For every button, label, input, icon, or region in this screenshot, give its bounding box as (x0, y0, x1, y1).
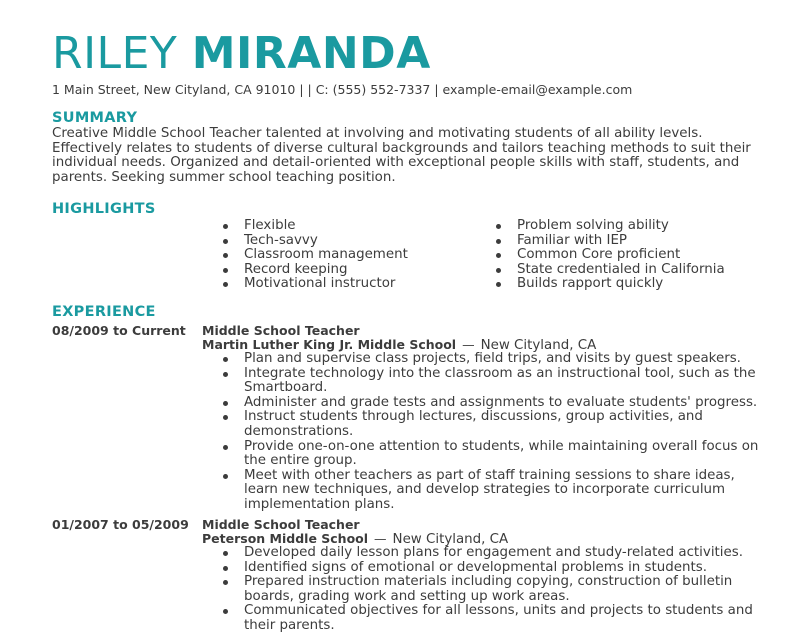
dash-separator: — (462, 337, 475, 352)
highlight-item: Tech-savvy (223, 234, 408, 249)
bullet-line: Plan and supervise class projects, field trips, and visits by guest speakers. (244, 351, 741, 366)
job-dates: 08/2009 to Current (52, 323, 186, 338)
candidate-name (52, 28, 431, 80)
bullet-line: Provide one-on-one attention to students, while maintaining overall focus on (244, 438, 759, 454)
bullet-item (223, 469, 783, 513)
summary-heading: SUMMARY (52, 110, 138, 126)
highlight-item: Classroom management (223, 248, 408, 263)
bullet-item (223, 546, 783, 561)
last-name: MIRANDA (191, 28, 431, 79)
summary-line: individual needs. Organized and detail-oriented with exceptional people skills with staff, students, and (52, 155, 740, 171)
first-name: RILEY (52, 28, 178, 79)
bullet-line: implementation plans. (244, 496, 395, 512)
bullet-line: boards, grading work and setting up work areas. (244, 588, 570, 604)
summary-text (52, 127, 752, 185)
bullet-line: Communicated objectives for all lessons, units and projects to students and (244, 603, 753, 619)
bullet-line: learn new techniques, and develop strategies to incorporate curriculum (244, 482, 726, 498)
highlight-item: Problem solving ability (496, 219, 725, 234)
job-title: Middle School Teacher (202, 323, 360, 338)
dash-separator: — (374, 531, 387, 546)
employer-name: Peterson Middle School (202, 531, 369, 546)
experience-heading: EXPERIENCE (52, 304, 156, 320)
bullet-line: Administer and grade tests and assignments to evaluate students' progress. (244, 394, 758, 410)
summary-line: Creative Middle School Teacher talented at involving and motivating students of all ability levels. (52, 126, 703, 141)
summary-line: Effectively relates to students of diverse cultural backgrounds and tailors teaching methods to suit their (52, 140, 751, 156)
bullet-line: Instruct students through lectures, discussions, group activities, and (244, 409, 703, 425)
job-title: Middle School Teacher (202, 517, 360, 532)
summary-line: parents. Seeking summer school teaching position. (52, 169, 396, 185)
highlight-item: Common Core proficient (496, 248, 725, 263)
bullet-line: Smartboard. (244, 380, 328, 396)
highlight-item: Builds rapport quickly (496, 277, 725, 292)
bullet-item (223, 440, 783, 469)
bullet-line: their parents. (244, 617, 335, 633)
bullet-item (223, 367, 783, 396)
highlights-list-right (496, 219, 725, 292)
bullet-item (223, 410, 783, 439)
bullet-line: Developed daily lesson plans for engagement and study-related activities. (244, 545, 743, 560)
bullet-line: Identified signs of emotional or developmental problems in students. (244, 559, 707, 575)
bullet-item (223, 396, 783, 411)
contact-line: 1 Main Street, New Cityland, CA 91010 | | C: (555) 552-7337 | example-email@example.com (52, 82, 633, 97)
bullet-line: Integrate technology into the classroom as an instructional tool, such as the (244, 365, 756, 381)
highlights-heading: HIGHLIGHTS (52, 201, 156, 217)
job-dates: 01/2007 to 05/2009 (52, 517, 189, 532)
bullet-item (223, 561, 783, 576)
bullet-line: the entire group. (244, 453, 357, 469)
job-bullets (223, 352, 783, 513)
job-bullets (223, 546, 783, 634)
highlight-item: State credentialed in California (496, 263, 725, 278)
employer-name: Martin Luther King Jr. Middle School (202, 337, 457, 352)
bullet-line: demonstrations. (244, 423, 354, 439)
highlight-item: Familiar with IEP (496, 234, 725, 249)
bullet-item (223, 604, 783, 633)
job-location: New Cityland, CA (392, 532, 509, 547)
highlight-item: Flexible (223, 219, 408, 234)
highlight-item: Record keeping (223, 263, 408, 278)
highlight-item: Motivational instructor (223, 277, 408, 292)
bullet-line: Prepared instruction materials including copying, construction of bulletin (244, 574, 733, 590)
bullet-item (223, 575, 783, 604)
bullet-item (223, 352, 783, 367)
job-location: New Cityland, CA (480, 338, 597, 353)
highlights-list-left (223, 219, 408, 292)
bullet-line: Meet with other teachers as part of staff training sessions to share ideas, (244, 467, 735, 483)
